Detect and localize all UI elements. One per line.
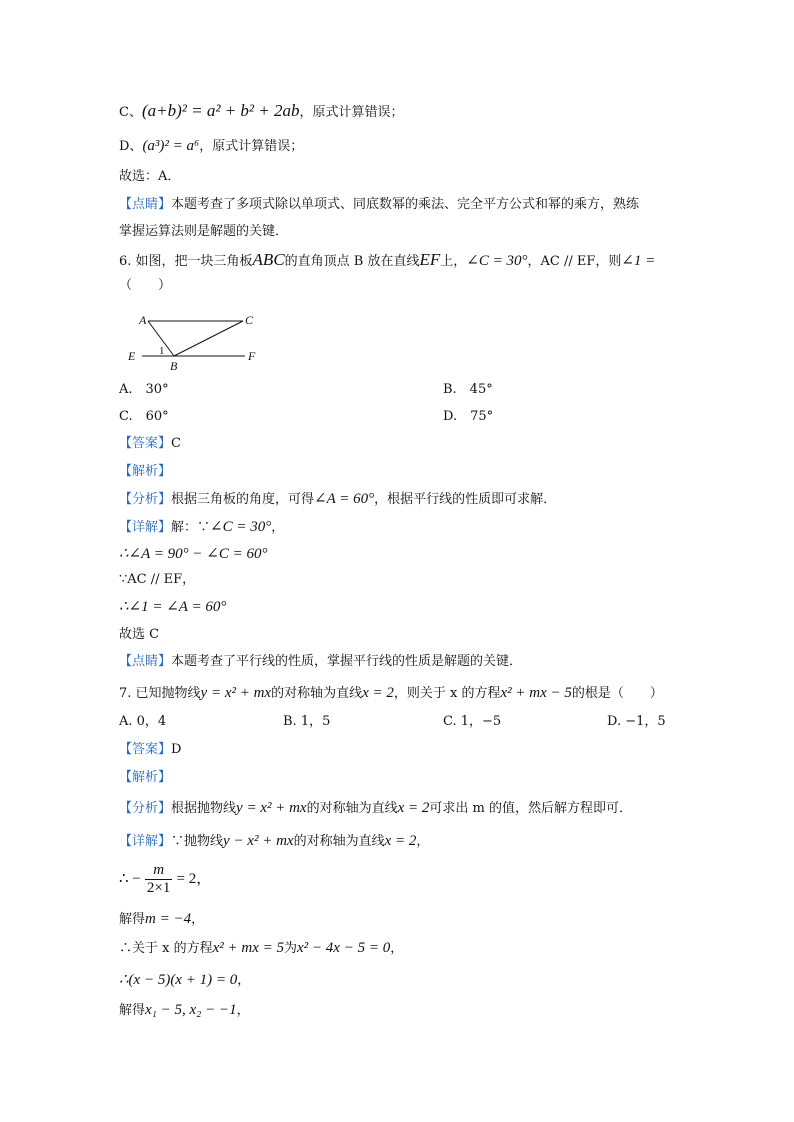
q7-option-b: B. 1，5 <box>283 714 331 729</box>
eq-math-1: x² + mx = 5 <box>212 940 284 956</box>
q7-equation <box>119 939 403 958</box>
xiangjie-text-a: 解：∵ <box>171 520 211 535</box>
choose-a: 故选：A． <box>119 169 181 184</box>
q7-factor <box>119 971 250 990</box>
d-prefix: D、 <box>119 139 143 154</box>
q7-math-3: x² + mx − 5 <box>500 685 572 701</box>
q6-xiangjie <box>119 518 284 537</box>
q7-solution <box>119 1001 250 1020</box>
xiangjie-math: ∠C = 30° <box>210 519 272 535</box>
fenxi-text-b: 的对称轴为直线 <box>306 801 398 816</box>
label-a: A <box>139 313 147 327</box>
q6-text-d: ，AC // EF，则 <box>527 254 622 269</box>
solution-text: 解得 <box>119 1003 146 1018</box>
q6-jiexi: 【解析】 <box>119 464 172 479</box>
q7-text-b: 的对称轴为直线 <box>271 686 363 701</box>
q6-text-a: 6. 如图，把一块三角板 <box>119 254 253 269</box>
q6-text-c: 上， <box>440 254 467 269</box>
q6-text-b: 的直角顶点 B 放在直线 <box>284 254 420 269</box>
q6-option-c: C. 60° <box>119 409 169 424</box>
q6-angle1: ∠1 = <box>621 253 656 269</box>
xiangjie-tag: 【详解】 <box>119 520 172 535</box>
xiangjie-text-a: ∵抛物线 <box>171 834 224 849</box>
question-6 <box>119 251 655 271</box>
q6-option-d: D. 75° <box>443 409 494 424</box>
triangle-figure <box>125 308 270 378</box>
fenxi-math-2: x = 2 <box>397 800 430 816</box>
q7-math-1: y = x² + mx <box>200 685 272 701</box>
fenxi-text-a: 根据抛物线 <box>171 801 237 816</box>
label-angle-1: 1 <box>159 345 165 357</box>
q7-text-a: 7. 已知抛物线 <box>119 686 201 701</box>
xiangjie-text-b: ， <box>271 520 285 535</box>
q6-option-a: A. 30° <box>119 382 169 397</box>
q6-angle: ∠C = 30° <box>466 253 528 269</box>
q6-fenxi <box>119 490 556 509</box>
answer-value: D <box>171 742 182 757</box>
dianjing-tag: 【点睛】 <box>119 654 172 669</box>
fenxi-tag: 【分析】 <box>119 492 172 507</box>
line-option-c <box>119 102 403 122</box>
q6-ef: EF <box>419 250 441 269</box>
fenxi-text-b: ，根据平行线的性质即可求解． <box>374 492 557 507</box>
q7-xiangjie <box>119 832 429 851</box>
factor-math: ∴(x − 5)(x + 1) = 0 <box>119 972 238 988</box>
frac-prefix: ∴ − <box>119 871 141 887</box>
q7-jiexi: 【解析】 <box>119 770 172 785</box>
q6-paren: （ ） <box>119 278 172 293</box>
q7-fenxi <box>119 799 632 818</box>
dianjing-2 <box>119 653 522 671</box>
q7-option-d: D. −1，5 <box>607 714 666 729</box>
q6-step-3: ∴∠1 = ∠A = 60° <box>119 599 227 615</box>
q7-fraction-line <box>119 860 211 899</box>
q7-answer <box>119 741 181 759</box>
q6-step-1: ∴∠A = 90° − ∠C = 60° <box>119 546 268 562</box>
fraction <box>145 862 172 897</box>
dianjing-1 <box>119 196 639 214</box>
fenxi-text-a: 根据三角板的角度，可得 <box>171 492 315 507</box>
label-b: B <box>170 359 178 373</box>
q6-abc: ABC <box>252 250 285 269</box>
line-option-d <box>119 137 303 156</box>
fenxi-math-1: y = x² + mx <box>236 800 307 816</box>
solution-suffix: ， <box>236 1003 250 1018</box>
answer-tag: 【答案】 <box>119 436 172 451</box>
fenxi-tag: 【分析】 <box>119 801 172 816</box>
c-prefix: C、 <box>119 105 142 120</box>
label-e: E <box>128 349 136 363</box>
fenxi-text-c: 可求出 m 的值，然后解方程即可． <box>429 801 632 816</box>
d-suffix: ，原式计算错误； <box>199 139 304 154</box>
label-f: F <box>248 349 256 363</box>
frac-suffix: = 2， <box>176 871 212 887</box>
solve-math: m = −4 <box>145 911 192 927</box>
segment-bc <box>174 321 243 356</box>
solution-math: x₁ − 5, x₂ − −1 <box>145 1002 237 1018</box>
xiangjie-math-2: x = 2 <box>384 833 417 849</box>
answer-tag: 【答案】 <box>119 742 172 757</box>
eq-text-a: ∴关于 x 的方程 <box>119 941 213 956</box>
fraction-numerator: m <box>145 862 172 880</box>
factor-suffix: ， <box>237 973 251 988</box>
label-c: C <box>245 313 254 327</box>
fraction-denominator: 2×1 <box>146 880 171 896</box>
q7-option-a: A. 0，4 <box>119 714 167 729</box>
c-suffix: ，原式计算错误； <box>299 105 404 120</box>
dianjing-text: 本题考查了多项式除以单项式、同底数幂的乘法、完全平方公式和幂的乘方，熟练 <box>171 197 640 212</box>
solve-text: 解得 <box>119 912 146 927</box>
dianjing-tag: 【点睛】 <box>119 197 172 212</box>
q7-math-2: x = 2 <box>362 685 394 701</box>
eq-text-c: ， <box>390 941 404 956</box>
solve-suffix: ， <box>191 912 205 927</box>
c-math: (a+b)² = a² + b² + 2ab <box>141 101 300 120</box>
dianjing-1-cont: 掌握运算法则是解题的关键． <box>119 224 289 239</box>
q7-solve-m <box>119 910 204 929</box>
q6-option-b: B. 45° <box>443 382 493 397</box>
xiangjie-tag: 【详解】 <box>119 834 172 849</box>
fenxi-math: ∠A = 60° <box>314 491 375 507</box>
eq-math-2: x² − 4x − 5 = 0 <box>297 940 391 956</box>
q6-step-2: ∵AC // EF， <box>119 572 196 587</box>
xiangjie-math-1: y − x² + mx <box>223 833 294 849</box>
eq-text-b: 为 <box>284 941 298 956</box>
choose-c: 故选 C <box>119 627 160 642</box>
q7-option-c: C. 1，−5 <box>443 714 502 729</box>
xiangjie-text-c: ， <box>416 834 430 849</box>
question-7 <box>119 684 663 703</box>
answer-value: C <box>171 436 181 451</box>
q7-text-d: 的根是（ ） <box>571 686 663 701</box>
q7-text-c: ，则关于 x 的方程 <box>393 686 501 701</box>
d-math: (a³)² = a⁶ <box>142 138 200 154</box>
xiangjie-text-b: 的对称轴为直线 <box>293 834 385 849</box>
dianjing-text: 本题考查了平行线的性质，掌握平行线的性质是解题的关键． <box>171 654 523 669</box>
q6-answer <box>119 435 181 453</box>
